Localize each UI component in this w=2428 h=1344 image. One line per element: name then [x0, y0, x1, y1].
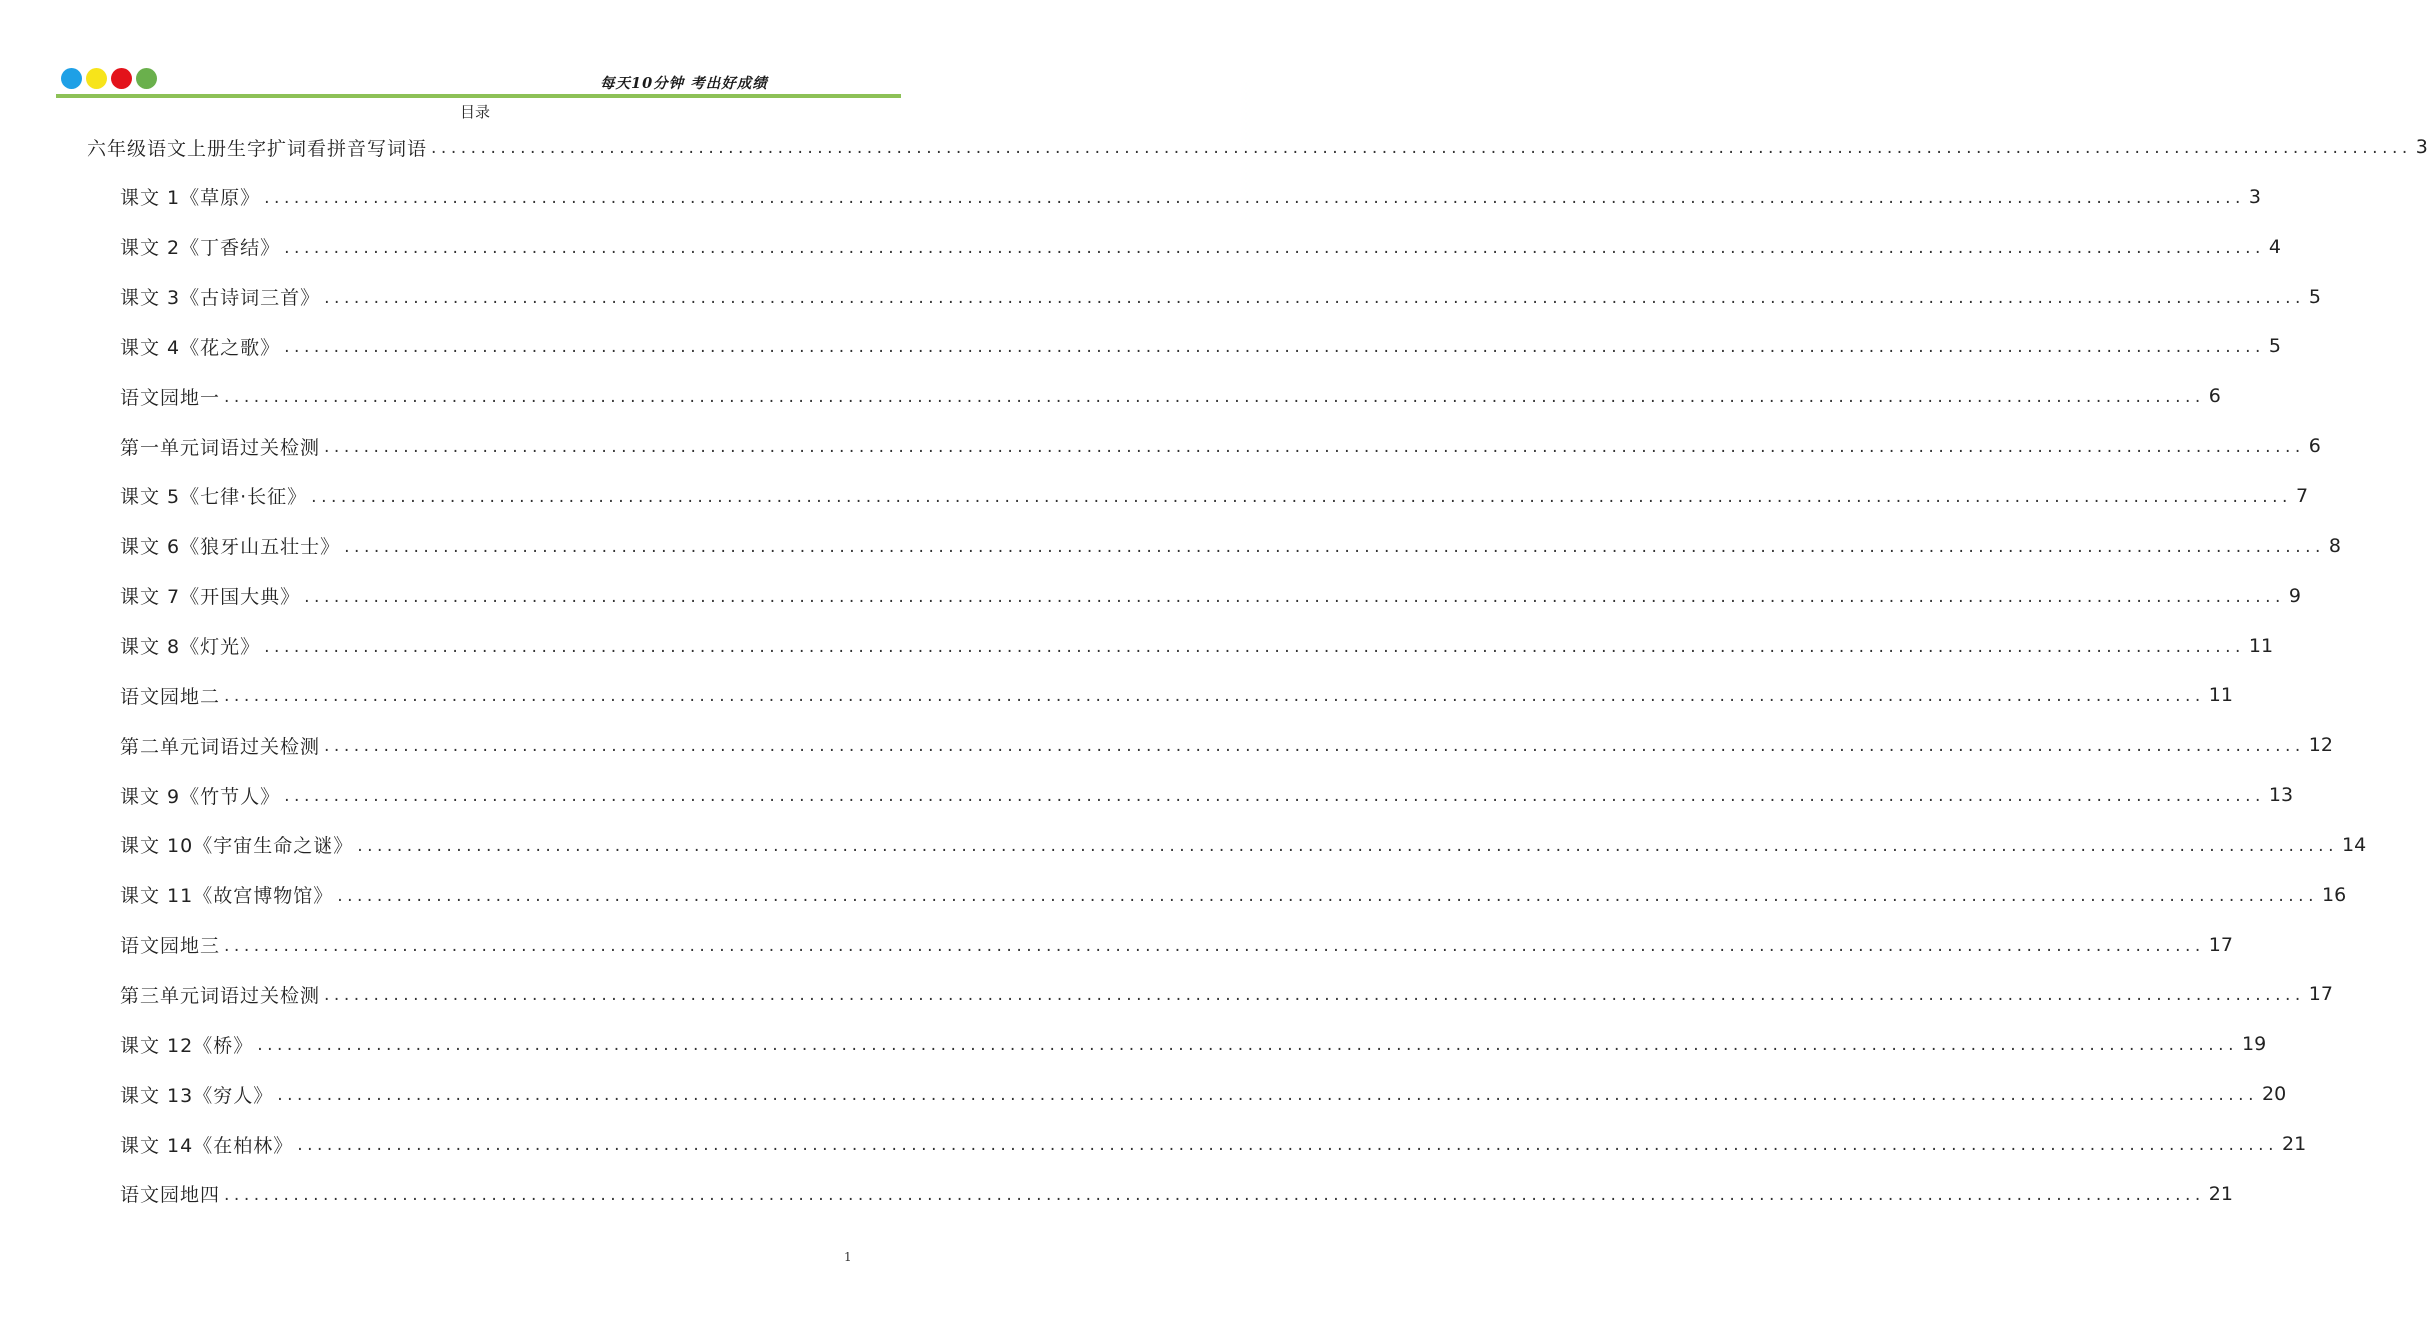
toc-entry-label: 课文 1《草原》 — [120, 187, 261, 210]
toc-entry[interactable] — [120, 232, 2281, 262]
dot-leader: ........................................................................................................................................................................................................ — [324, 985, 2305, 1006]
toc-entry[interactable] — [120, 481, 2309, 511]
toc-entry[interactable] — [120, 631, 2274, 661]
green-dot-icon — [136, 68, 157, 89]
dot-leader: ........................................................................................................................................................................................................ — [284, 337, 2265, 358]
toc-entry-page: 17 — [2208, 933, 2233, 956]
header-slogan: 每天10分钟 考出好成绩 — [600, 75, 768, 92]
toc-entry-page: 5 — [2268, 335, 2281, 358]
toc-entry-page: 11 — [2208, 684, 2233, 707]
dot-leader: ........................................................................................................................................................................................................ — [324, 736, 2305, 757]
toc-entry-page: 3 — [2415, 136, 2428, 158]
toc-entry-label: 课文 4《花之歌》 — [120, 336, 281, 359]
toc-entry-page: 11 — [2248, 634, 2274, 657]
toc-entry[interactable] — [120, 1179, 2233, 1209]
toc-entry-page: 14 — [2341, 833, 2367, 856]
toc-entry-label: 课文 2《丁香结》 — [120, 237, 281, 260]
toc-entry-page: 20 — [2261, 1083, 2287, 1106]
toc-entry-label: 课文 6《狼牙山五壮士》 — [120, 536, 341, 559]
toc-entry-page: 4 — [2268, 235, 2281, 258]
toc-entry-page: 16 — [2321, 883, 2347, 906]
toc-entry[interactable] — [120, 282, 2321, 312]
toc-entry[interactable] — [120, 1129, 2307, 1159]
toc-entry[interactable] — [120, 431, 2321, 461]
header-divider — [56, 94, 901, 98]
dot-leader: ........................................................................................................................................................................................................ — [357, 835, 2338, 856]
toc-entry-label: 课文 10《宇宙生命之谜》 — [120, 835, 354, 858]
page-number: 1 — [844, 1250, 852, 1264]
dot-leader: ........................................................................................................................................................................................................ — [304, 586, 2285, 607]
toc-entry[interactable] — [120, 581, 2301, 611]
toc-title: 目录 — [459, 103, 490, 121]
toc-entry-label: 课文 11《故宫博物馆》 — [120, 885, 334, 908]
toc-entry[interactable] — [120, 331, 2281, 361]
toc-entry[interactable] — [120, 182, 2261, 212]
dot-leader: ........................................................................................................................................................................................................ — [224, 1184, 2205, 1205]
toc-entry-label: 课文 8《灯光》 — [120, 636, 261, 658]
toc-entry-label: 课文 14《在柏林》 — [120, 1134, 294, 1157]
toc-entry[interactable] — [120, 1079, 2287, 1109]
toc-entry-page: 13 — [2268, 784, 2294, 807]
toc-entry-label: 语文园地一 — [120, 386, 221, 409]
dot-leader: ........................................................................................................................................................................................................ — [337, 885, 2318, 906]
toc-entry-page: 6 — [2208, 385, 2221, 408]
dot-leader: ........................................................................................................................................................................................................ — [224, 387, 2205, 408]
toc-entry-label: 课文 12《桥》 — [120, 1034, 254, 1057]
toc-entry-page: 17 — [2308, 983, 2333, 1006]
toc-entry[interactable] — [120, 780, 2294, 810]
toc-entry-page: 9 — [2288, 584, 2301, 607]
toc-entry-page: 19 — [2241, 1033, 2267, 1056]
dot-leader: ........................................................................................................................................................................................................ — [264, 636, 2245, 657]
toc-entry-page: 8 — [2328, 534, 2341, 557]
toc-entry[interactable] — [120, 381, 2221, 411]
toc-entry[interactable] — [120, 979, 2333, 1009]
toc-entry-page: 21 — [2281, 1133, 2307, 1155]
dot-leader: ........................................................................................................................................................................................................ — [431, 138, 2412, 158]
dot-leader: ........................................................................................................................................................................................................ — [284, 237, 2265, 258]
toc-entry-page: 12 — [2308, 734, 2333, 757]
toc-entry-page: 6 — [2308, 435, 2321, 458]
dot-leader: ........................................................................................................................................................................................................ — [264, 187, 2245, 208]
toc-entry-label: 第三单元词语过关检测 — [120, 984, 321, 1007]
toc-entry-page: 7 — [2295, 484, 2309, 507]
toc-entry-label: 六年级语文上册生字扩词看拼音写词语 — [87, 137, 428, 160]
toc-entry-label: 课文 7《开国大典》 — [120, 586, 301, 609]
toc-entry-label: 课文 3《古诗词三首》 — [120, 287, 321, 310]
toc-entry-label: 语文园地三 — [120, 935, 221, 958]
toc-entry[interactable] — [120, 680, 2233, 710]
toc-entry[interactable] — [120, 531, 2341, 561]
toc-entry[interactable] — [120, 830, 2367, 860]
toc-entry-label: 语文园地四 — [120, 1184, 221, 1207]
toc-entry-page: 3 — [2248, 185, 2261, 208]
toc-entry-label: 课文 9《竹节人》 — [120, 785, 281, 808]
toc-entry-label: 课文 5《七律·长征》 — [120, 486, 308, 509]
dot-leader: ........................................................................................................................................................................................................ — [297, 1135, 2278, 1155]
yellow-dot-icon — [86, 68, 107, 89]
toc-entry[interactable] — [120, 880, 2347, 910]
dot-leader: ........................................................................................................................................................................................................ — [257, 1035, 2238, 1056]
dot-leader: ........................................................................................................................................................................................................ — [224, 935, 2205, 956]
toc-entry-page: 21 — [2208, 1182, 2233, 1205]
toc-entry[interactable] — [120, 930, 2233, 960]
toc-entry-label: 语文园地二 — [120, 685, 221, 708]
logo-dots — [61, 68, 157, 89]
toc-entry[interactable] — [120, 1029, 2267, 1059]
dot-leader: ........................................................................................................................................................................................................ — [284, 786, 2265, 807]
toc-entry[interactable] — [120, 730, 2333, 760]
toc-entry-page: 5 — [2308, 285, 2321, 308]
dot-leader: ........................................................................................................................................................................................................ — [311, 486, 2292, 507]
dot-leader: ........................................................................................................................................................................................................ — [277, 1085, 2258, 1106]
toc-entry-label: 课文 13《穷人》 — [120, 1084, 274, 1107]
toc-entry[interactable] — [87, 132, 2428, 162]
dot-leader: ........................................................................................................................................................................................................ — [324, 437, 2305, 458]
dot-leader: ........................................................................................................................................................................................................ — [324, 287, 2305, 308]
blue-dot-icon — [61, 68, 82, 89]
dot-leader: ........................................................................................................................................................................................................ — [344, 536, 2325, 557]
toc-entry-label: 第二单元词语过关检测 — [120, 735, 321, 758]
red-dot-icon — [111, 68, 132, 89]
dot-leader: ........................................................................................................................................................................................................ — [224, 686, 2205, 707]
toc-entry-label: 第一单元词语过关检测 — [120, 436, 321, 459]
